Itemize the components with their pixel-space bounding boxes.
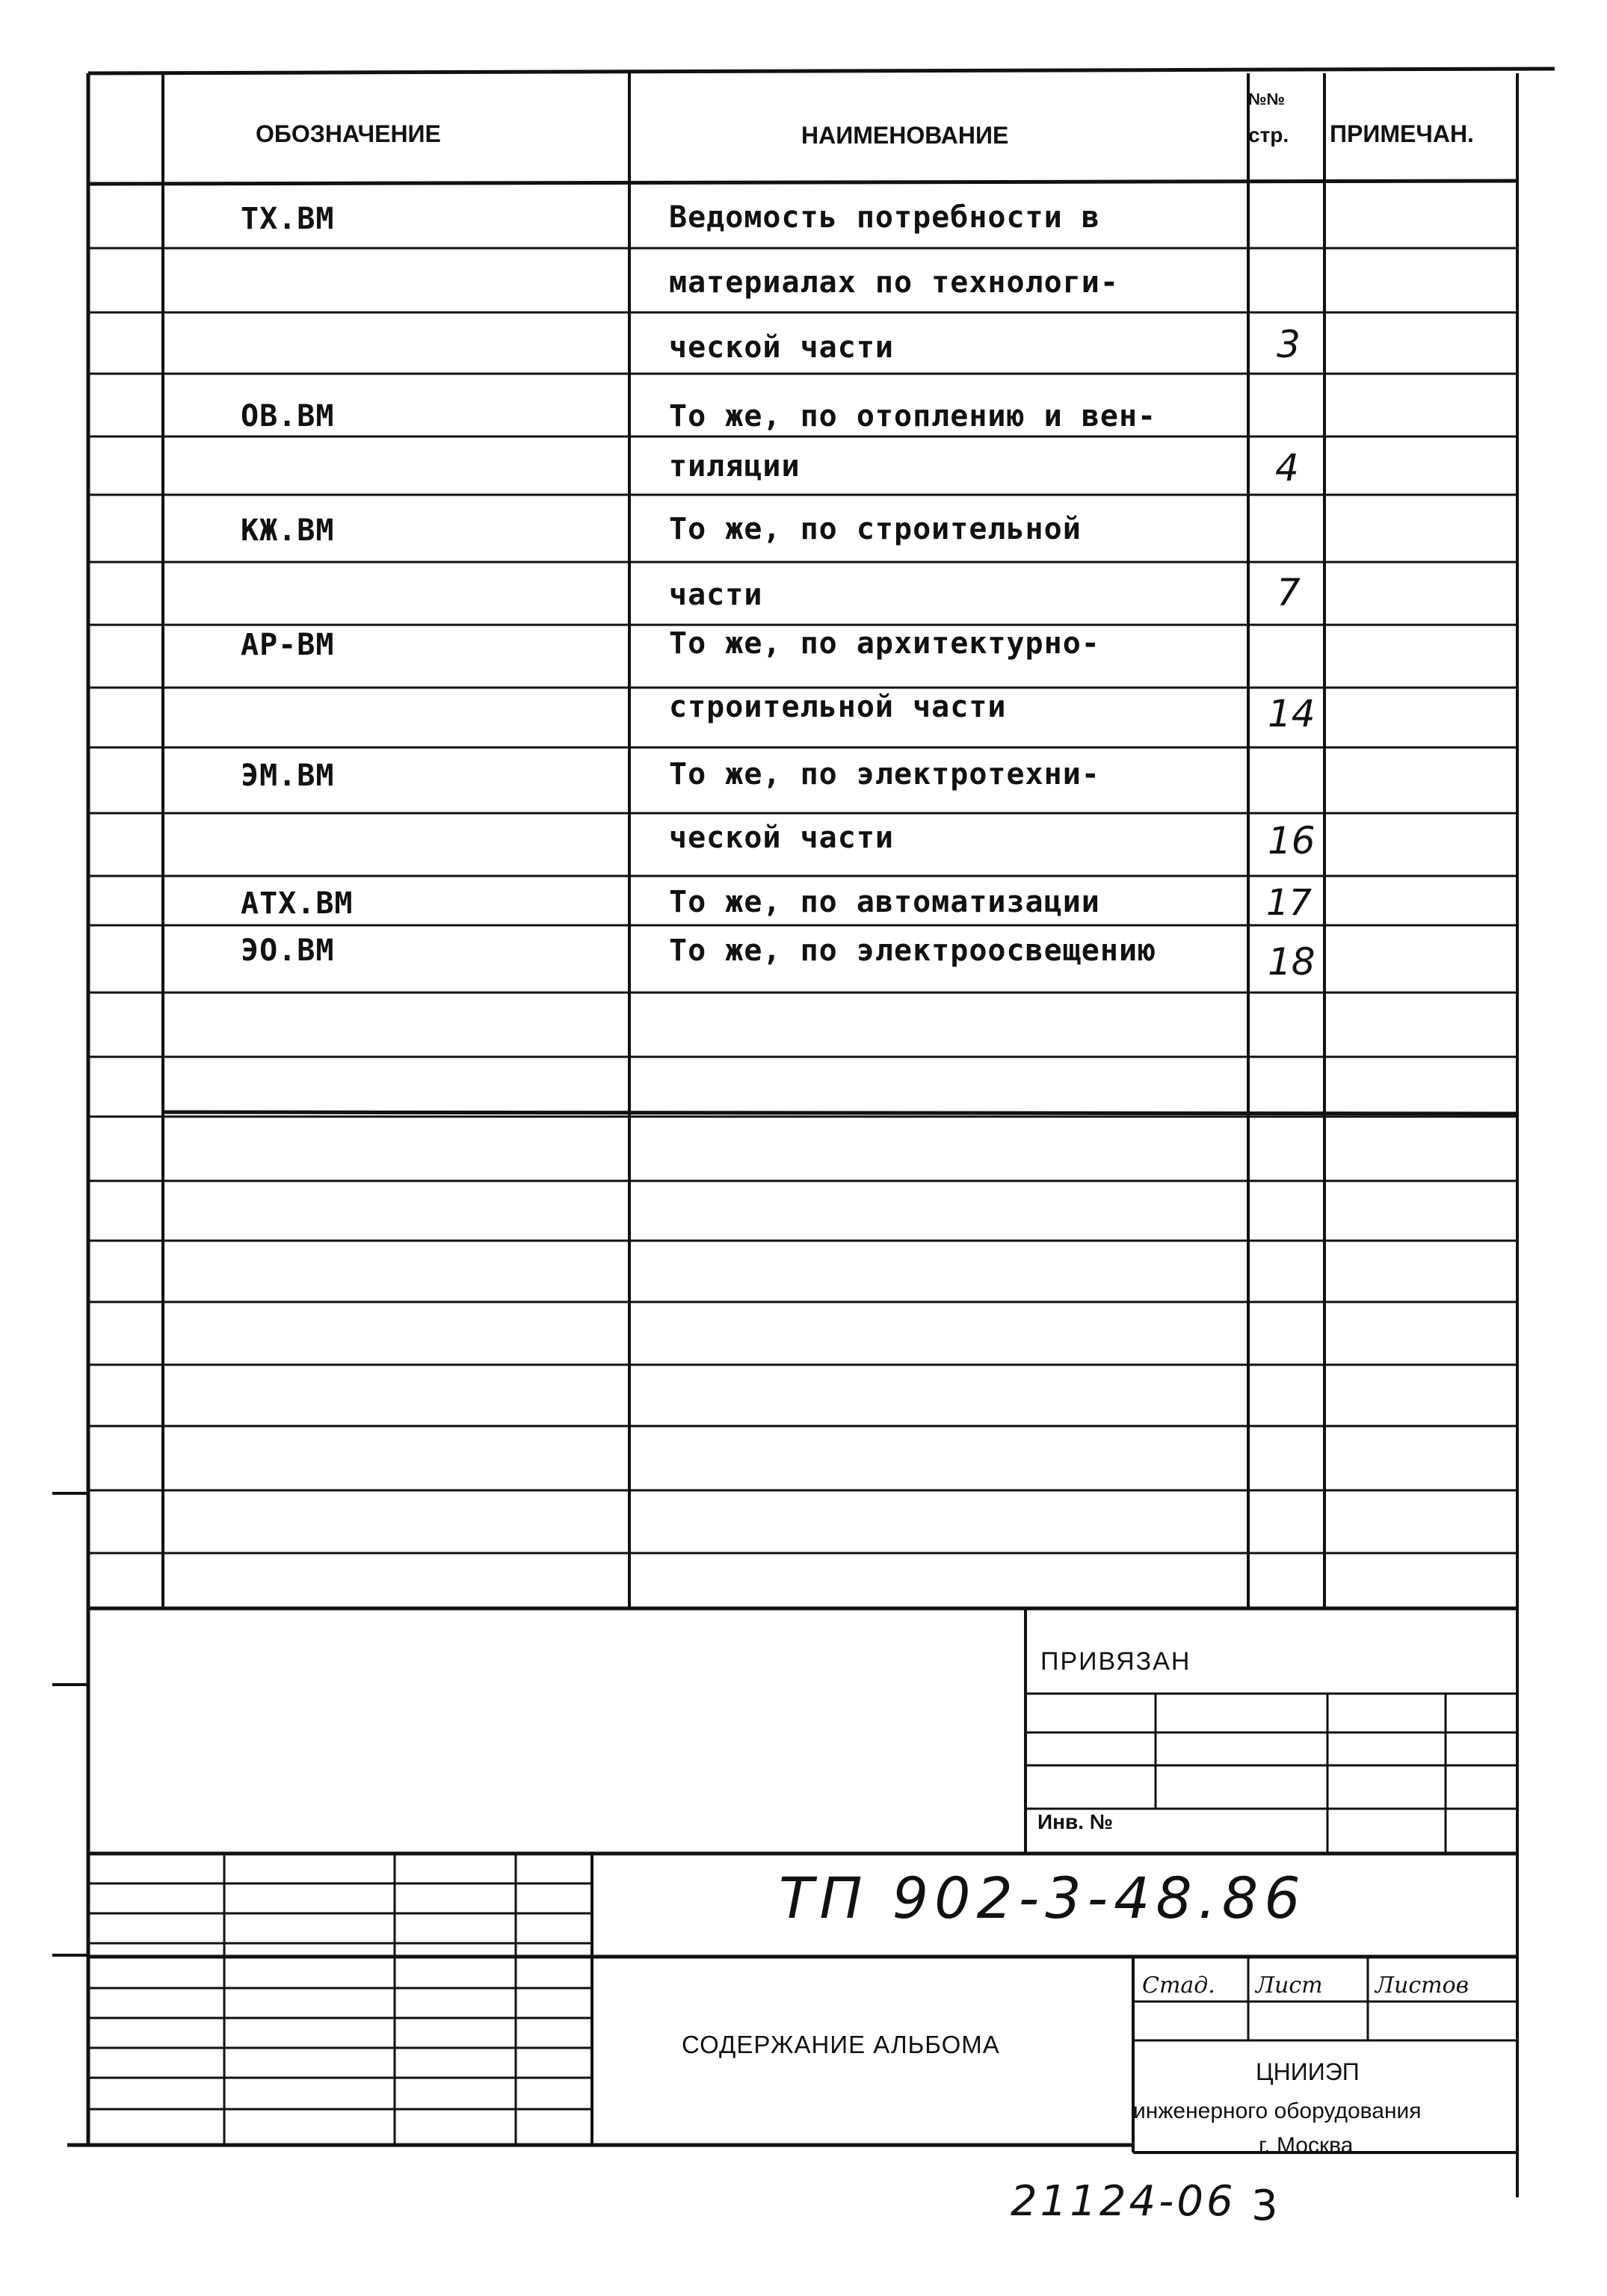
row-name-line: То же, по автоматизации (669, 885, 1100, 919)
row-code: АР-ВМ (241, 628, 335, 662)
row-name-line: материалах по технологи- (669, 265, 1119, 300)
row-page: 18 (1268, 940, 1315, 984)
row-page: 17 (1266, 882, 1313, 924)
header-designation: ОБОЗНАЧЕНИЕ (256, 120, 441, 147)
row-code: КЖ.ВМ (241, 513, 335, 548)
inv-label: Инв. № (1037, 1810, 1114, 1833)
row-name-line: То же, по электротехни- (669, 757, 1100, 791)
header-page-no-1: №№ (1248, 90, 1286, 108)
row-page: 4 (1275, 446, 1299, 490)
bound-label: ПРИВЯЗАН (1040, 1647, 1191, 1676)
document-title: СОДЕРЖАНИЕ АЛЬБОМА (682, 2031, 1000, 2058)
row-code: ЭМ.ВМ (241, 759, 335, 793)
document-number: ТП 902-3-48.86 (779, 1865, 1307, 1931)
archive-number: 21124-06 (1011, 2177, 1236, 2226)
org-name-1: ЦНИИЭП (1256, 2058, 1360, 2085)
row-name-line: То же, по электроосвещению (669, 933, 1157, 968)
row-name-line: тиляции (669, 449, 801, 484)
sheets-label: Листов (1375, 1972, 1469, 1999)
row-name-line: строительной части (669, 690, 1007, 724)
row-code: АТХ.ВМ (241, 886, 354, 921)
row-code: ОВ.ВМ (241, 399, 335, 433)
row-page: 14 (1268, 692, 1315, 735)
header-page-no-2: стр. (1248, 123, 1289, 146)
row-name-line: То же, по строительной (669, 512, 1082, 546)
row-name-line: ческой части (669, 330, 894, 365)
row-name-line: То же, по отоплению и вен- (669, 399, 1157, 433)
row-name-line: ческой части (669, 821, 894, 855)
row-name-line: Ведомость потребности в (669, 200, 1100, 235)
frame-top (88, 69, 1555, 73)
header-note: ПРИМЕЧАН. (1330, 120, 1474, 147)
row-code: ТХ.ВМ (241, 202, 335, 236)
org-city: г. Москва (1259, 2133, 1354, 2158)
section-divider (163, 1112, 1517, 1114)
row-page: 3 (1277, 323, 1301, 366)
header-divider (88, 181, 1517, 184)
org-name-2: инженерного оборудования (1133, 2099, 1422, 2123)
header-name: НАИМЕНОВАНИЕ (801, 122, 1009, 149)
row-name-line: части (669, 578, 763, 612)
page-number: 3 (1251, 2182, 1278, 2230)
stage-label: Стад. (1142, 1972, 1215, 1999)
sheet-label: Лист (1256, 1972, 1323, 1999)
row-page: 16 (1268, 819, 1315, 862)
row-page: 7 (1277, 571, 1301, 614)
row-code: ЭО.ВМ (241, 933, 335, 968)
row-name-line: То же, по архитектурно- (669, 626, 1100, 661)
